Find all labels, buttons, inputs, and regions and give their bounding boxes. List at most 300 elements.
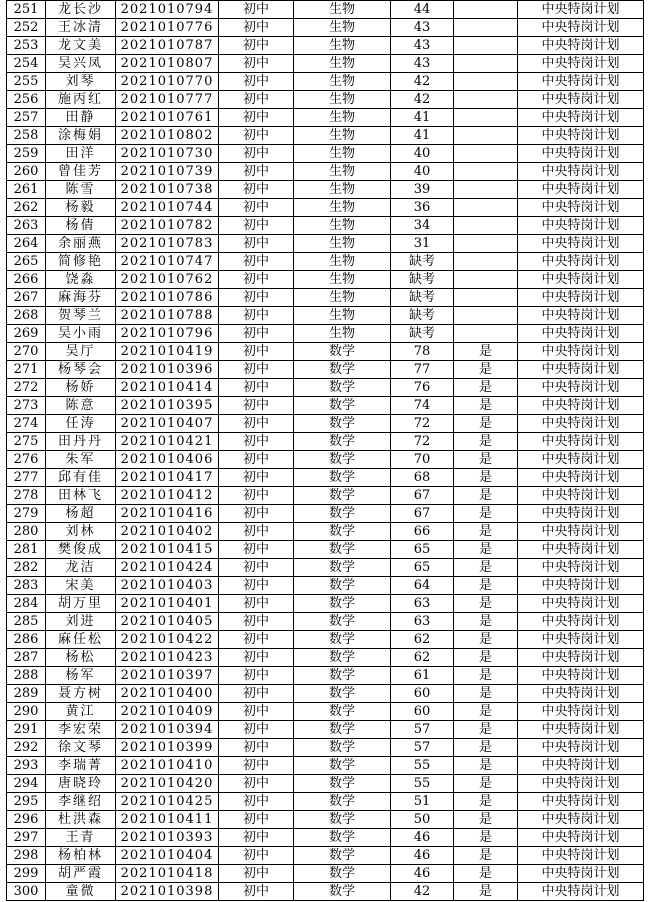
table-row — [7, 487, 644, 505]
exam-number-cell: 2021010782 — [116, 217, 219, 235]
subject-cell: 生物 — [294, 217, 391, 235]
score-cell: 76 — [391, 379, 454, 397]
candidate-name-cell: 龙文美 — [46, 37, 116, 55]
row-number-cell: 260 — [7, 163, 46, 181]
exam-number-cell: 2021010421 — [116, 433, 219, 451]
interview-flag-cell — [454, 91, 518, 109]
row-number-cell: 254 — [7, 55, 46, 73]
interview-flag-cell: 是 — [454, 865, 518, 883]
school-level-cell: 初中 — [219, 523, 294, 541]
subject-cell: 数学 — [294, 757, 391, 775]
row-number-cell: 290 — [7, 703, 46, 721]
program-cell: 中央特岗计划 — [518, 289, 644, 307]
score-cell: 缺考 — [391, 253, 454, 271]
row-number-cell: 262 — [7, 199, 46, 217]
row-number-cell: 252 — [7, 19, 46, 37]
exam-number-cell: 2021010788 — [116, 307, 219, 325]
exam-number-cell: 2021010794 — [116, 1, 219, 19]
interview-flag-cell — [454, 73, 518, 91]
interview-flag-cell — [454, 37, 518, 55]
school-level-cell: 初中 — [219, 829, 294, 847]
program-cell: 中央特岗计划 — [518, 865, 644, 883]
candidate-name-cell: 田静 — [46, 109, 116, 127]
table-row — [7, 55, 644, 73]
candidate-name-cell: 曾佳芳 — [46, 163, 116, 181]
exam-number-cell: 2021010420 — [116, 775, 219, 793]
interview-flag-cell — [454, 145, 518, 163]
row-number-cell: 286 — [7, 631, 46, 649]
score-cell: 46 — [391, 865, 454, 883]
subject-cell: 数学 — [294, 811, 391, 829]
score-cell: 60 — [391, 703, 454, 721]
score-cell: 70 — [391, 451, 454, 469]
candidate-name-cell: 杨倩 — [46, 217, 116, 235]
table-row — [7, 451, 644, 469]
candidate-name-cell: 田林飞 — [46, 487, 116, 505]
school-level-cell: 初中 — [219, 469, 294, 487]
candidate-name-cell: 麻海芬 — [46, 289, 116, 307]
score-cell: 61 — [391, 667, 454, 685]
school-level-cell: 初中 — [219, 289, 294, 307]
interview-flag-cell: 是 — [454, 631, 518, 649]
score-cell: 缺考 — [391, 289, 454, 307]
row-number-cell: 295 — [7, 793, 46, 811]
school-level-cell: 初中 — [219, 595, 294, 613]
score-cell: 62 — [391, 631, 454, 649]
school-level-cell: 初中 — [219, 541, 294, 559]
interview-flag-cell — [454, 307, 518, 325]
school-level-cell: 初中 — [219, 379, 294, 397]
program-cell: 中央特岗计划 — [518, 253, 644, 271]
program-cell: 中央特岗计划 — [518, 739, 644, 757]
results-table-container — [6, 0, 644, 901]
row-number-cell: 293 — [7, 757, 46, 775]
exam-number-cell: 2021010401 — [116, 595, 219, 613]
school-level-cell: 初中 — [219, 775, 294, 793]
program-cell: 中央特岗计划 — [518, 469, 644, 487]
row-number-cell: 256 — [7, 91, 46, 109]
row-number-cell: 277 — [7, 469, 46, 487]
exam-number-cell: 2021010762 — [116, 271, 219, 289]
candidate-name-cell: 王青 — [46, 829, 116, 847]
exam-number-cell: 2021010411 — [116, 811, 219, 829]
row-number-cell: 261 — [7, 181, 46, 199]
score-cell: 36 — [391, 199, 454, 217]
score-cell: 57 — [391, 721, 454, 739]
exam-number-cell: 2021010406 — [116, 451, 219, 469]
interview-flag-cell — [454, 289, 518, 307]
program-cell: 中央特岗计划 — [518, 829, 644, 847]
school-level-cell: 初中 — [219, 793, 294, 811]
program-cell: 中央特岗计划 — [518, 181, 644, 199]
subject-cell: 数学 — [294, 505, 391, 523]
table-row — [7, 559, 644, 577]
score-cell: 55 — [391, 775, 454, 793]
table-row — [7, 469, 644, 487]
table-row — [7, 703, 644, 721]
exam-number-cell: 2021010409 — [116, 703, 219, 721]
interview-flag-cell: 是 — [454, 343, 518, 361]
candidate-name-cell: 李瑞菁 — [46, 757, 116, 775]
exam-number-cell: 2021010418 — [116, 865, 219, 883]
school-level-cell: 初中 — [219, 307, 294, 325]
candidate-name-cell: 麻任松 — [46, 631, 116, 649]
interview-flag-cell: 是 — [454, 739, 518, 757]
table-row — [7, 109, 644, 127]
interview-flag-cell — [454, 181, 518, 199]
candidate-name-cell: 刘琴 — [46, 73, 116, 91]
exam-number-cell: 2021010398 — [116, 883, 219, 901]
candidate-name-cell: 李宏荣 — [46, 721, 116, 739]
table-row — [7, 73, 644, 91]
candidate-name-cell: 任涛 — [46, 415, 116, 433]
program-cell: 中央特岗计划 — [518, 19, 644, 37]
subject-cell: 生物 — [294, 289, 391, 307]
interview-flag-cell: 是 — [454, 685, 518, 703]
exam-number-cell: 2021010395 — [116, 397, 219, 415]
candidate-name-cell: 陈意 — [46, 397, 116, 415]
row-number-cell: 298 — [7, 847, 46, 865]
exam-number-cell: 2021010796 — [116, 325, 219, 343]
row-number-cell: 275 — [7, 433, 46, 451]
score-cell: 39 — [391, 181, 454, 199]
program-cell: 中央特岗计划 — [518, 307, 644, 325]
row-number-cell: 283 — [7, 577, 46, 595]
exam-number-cell: 2021010417 — [116, 469, 219, 487]
interview-flag-cell — [454, 109, 518, 127]
table-row — [7, 379, 644, 397]
school-level-cell: 初中 — [219, 1, 294, 19]
exam-number-cell: 2021010739 — [116, 163, 219, 181]
row-number-cell: 257 — [7, 109, 46, 127]
table-row — [7, 595, 644, 613]
subject-cell: 数学 — [294, 739, 391, 757]
subject-cell: 生物 — [294, 145, 391, 163]
program-cell: 中央特岗计划 — [518, 145, 644, 163]
candidate-name-cell: 杜洪森 — [46, 811, 116, 829]
subject-cell: 数学 — [294, 685, 391, 703]
program-cell: 中央特岗计划 — [518, 1, 644, 19]
candidate-name-cell: 胡严霞 — [46, 865, 116, 883]
table-row — [7, 793, 644, 811]
subject-cell: 生物 — [294, 55, 391, 73]
program-cell: 中央特岗计划 — [518, 37, 644, 55]
row-number-cell: 288 — [7, 667, 46, 685]
interview-flag-cell: 是 — [454, 703, 518, 721]
table-row — [7, 397, 644, 415]
school-level-cell: 初中 — [219, 865, 294, 883]
exam-number-cell: 2021010747 — [116, 253, 219, 271]
score-cell: 42 — [391, 73, 454, 91]
exam-number-cell: 2021010416 — [116, 505, 219, 523]
school-level-cell: 初中 — [219, 631, 294, 649]
program-cell: 中央特岗计划 — [518, 127, 644, 145]
subject-cell: 数学 — [294, 523, 391, 541]
candidate-name-cell: 胡万里 — [46, 595, 116, 613]
table-row — [7, 757, 644, 775]
school-level-cell: 初中 — [219, 433, 294, 451]
exam-number-cell: 2021010404 — [116, 847, 219, 865]
subject-cell: 数学 — [294, 469, 391, 487]
score-cell: 缺考 — [391, 307, 454, 325]
table-row — [7, 505, 644, 523]
exam-number-cell: 2021010422 — [116, 631, 219, 649]
school-level-cell: 初中 — [219, 415, 294, 433]
exam-number-cell: 2021010807 — [116, 55, 219, 73]
row-number-cell: 289 — [7, 685, 46, 703]
subject-cell: 数学 — [294, 847, 391, 865]
score-cell: 72 — [391, 415, 454, 433]
exam-number-cell: 2021010425 — [116, 793, 219, 811]
table-row — [7, 271, 644, 289]
program-cell: 中央特岗计划 — [518, 649, 644, 667]
table-row — [7, 307, 644, 325]
score-cell: 43 — [391, 19, 454, 37]
score-cell: 缺考 — [391, 271, 454, 289]
candidate-name-cell: 朱军 — [46, 451, 116, 469]
school-level-cell: 初中 — [219, 739, 294, 757]
table-row — [7, 433, 644, 451]
table-row — [7, 541, 644, 559]
program-cell: 中央特岗计划 — [518, 613, 644, 631]
candidate-name-cell: 童微 — [46, 883, 116, 901]
program-cell: 中央特岗计划 — [518, 703, 644, 721]
row-number-cell: 297 — [7, 829, 46, 847]
table-row — [7, 649, 644, 667]
row-number-cell: 270 — [7, 343, 46, 361]
exam-number-cell: 2021010424 — [116, 559, 219, 577]
school-level-cell: 初中 — [219, 91, 294, 109]
score-cell: 40 — [391, 163, 454, 181]
subject-cell: 数学 — [294, 883, 391, 901]
row-number-cell: 291 — [7, 721, 46, 739]
candidate-name-cell: 刘林 — [46, 523, 116, 541]
program-cell: 中央特岗计划 — [518, 379, 644, 397]
subject-cell: 数学 — [294, 361, 391, 379]
subject-cell: 数学 — [294, 343, 391, 361]
table-row — [7, 523, 644, 541]
subject-cell: 数学 — [294, 865, 391, 883]
score-cell: 74 — [391, 397, 454, 415]
school-level-cell: 初中 — [219, 55, 294, 73]
row-number-cell: 255 — [7, 73, 46, 91]
school-level-cell: 初中 — [219, 559, 294, 577]
score-cell: 46 — [391, 829, 454, 847]
school-level-cell: 初中 — [219, 667, 294, 685]
interview-flag-cell: 是 — [454, 451, 518, 469]
table-row — [7, 37, 644, 55]
candidate-name-cell: 唐晓玲 — [46, 775, 116, 793]
score-cell: 60 — [391, 685, 454, 703]
subject-cell: 数学 — [294, 433, 391, 451]
row-number-cell: 287 — [7, 649, 46, 667]
interview-flag-cell: 是 — [454, 415, 518, 433]
subject-cell: 数学 — [294, 451, 391, 469]
candidate-name-cell: 吴厅 — [46, 343, 116, 361]
exam-number-cell: 2021010407 — [116, 415, 219, 433]
exam-number-cell: 2021010761 — [116, 109, 219, 127]
interview-flag-cell: 是 — [454, 559, 518, 577]
table-row — [7, 19, 644, 37]
subject-cell: 生物 — [294, 1, 391, 19]
interview-flag-cell — [454, 271, 518, 289]
interview-flag-cell: 是 — [454, 649, 518, 667]
score-cell: 42 — [391, 883, 454, 901]
subject-cell: 数学 — [294, 415, 391, 433]
candidate-name-cell: 李继绍 — [46, 793, 116, 811]
interview-flag-cell: 是 — [454, 667, 518, 685]
table-row — [7, 613, 644, 631]
score-cell: 64 — [391, 577, 454, 595]
candidate-name-cell: 龙洁 — [46, 559, 116, 577]
subject-cell: 数学 — [294, 703, 391, 721]
subject-cell: 生物 — [294, 19, 391, 37]
score-cell: 65 — [391, 559, 454, 577]
exam-number-cell: 2021010403 — [116, 577, 219, 595]
row-number-cell: 268 — [7, 307, 46, 325]
exam-number-cell: 2021010786 — [116, 289, 219, 307]
row-number-cell: 273 — [7, 397, 46, 415]
row-number-cell: 279 — [7, 505, 46, 523]
subject-cell: 生物 — [294, 109, 391, 127]
candidate-name-cell: 吴小雨 — [46, 325, 116, 343]
table-row — [7, 145, 644, 163]
exam-number-cell: 2021010423 — [116, 649, 219, 667]
row-number-cell: 264 — [7, 235, 46, 253]
score-cell: 51 — [391, 793, 454, 811]
program-cell: 中央特岗计划 — [518, 757, 644, 775]
table-row — [7, 361, 644, 379]
school-level-cell: 初中 — [219, 199, 294, 217]
score-cell: 43 — [391, 37, 454, 55]
score-cell: 42 — [391, 91, 454, 109]
school-level-cell: 初中 — [219, 73, 294, 91]
interview-flag-cell: 是 — [454, 505, 518, 523]
interview-flag-cell: 是 — [454, 721, 518, 739]
program-cell: 中央特岗计划 — [518, 775, 644, 793]
score-cell: 72 — [391, 433, 454, 451]
interview-flag-cell: 是 — [454, 397, 518, 415]
school-level-cell: 初中 — [219, 127, 294, 145]
subject-cell: 生物 — [294, 199, 391, 217]
score-cell: 67 — [391, 505, 454, 523]
interview-flag-cell: 是 — [454, 847, 518, 865]
row-number-cell: 282 — [7, 559, 46, 577]
school-level-cell: 初中 — [219, 649, 294, 667]
school-level-cell: 初中 — [219, 721, 294, 739]
row-number-cell: 276 — [7, 451, 46, 469]
program-cell: 中央特岗计划 — [518, 397, 644, 415]
interview-flag-cell — [454, 19, 518, 37]
subject-cell: 数学 — [294, 667, 391, 685]
row-number-cell: 285 — [7, 613, 46, 631]
interview-flag-cell — [454, 235, 518, 253]
subject-cell: 生物 — [294, 271, 391, 289]
candidate-name-cell: 吴兴凤 — [46, 55, 116, 73]
score-cell: 77 — [391, 361, 454, 379]
table-row — [7, 865, 644, 883]
exam-number-cell: 2021010414 — [116, 379, 219, 397]
row-number-cell: 258 — [7, 127, 46, 145]
program-cell: 中央特岗计划 — [518, 559, 644, 577]
program-cell: 中央特岗计划 — [518, 847, 644, 865]
interview-flag-cell: 是 — [454, 433, 518, 451]
candidate-name-cell: 龙长沙 — [46, 1, 116, 19]
table-row — [7, 163, 644, 181]
row-number-cell: 300 — [7, 883, 46, 901]
program-cell: 中央特岗计划 — [518, 109, 644, 127]
interview-flag-cell: 是 — [454, 883, 518, 901]
candidate-name-cell: 黄江 — [46, 703, 116, 721]
candidate-name-cell: 杨娇 — [46, 379, 116, 397]
candidate-name-cell: 樊俊成 — [46, 541, 116, 559]
row-number-cell: 284 — [7, 595, 46, 613]
exam-number-cell: 2021010783 — [116, 235, 219, 253]
program-cell: 中央特岗计划 — [518, 343, 644, 361]
table-row — [7, 739, 644, 757]
subject-cell: 生物 — [294, 181, 391, 199]
score-cell: 50 — [391, 811, 454, 829]
score-cell: 43 — [391, 55, 454, 73]
subject-cell: 数学 — [294, 595, 391, 613]
exam-number-cell: 2021010419 — [116, 343, 219, 361]
school-level-cell: 初中 — [219, 253, 294, 271]
table-row — [7, 289, 644, 307]
program-cell: 中央特岗计划 — [518, 541, 644, 559]
subject-cell: 数学 — [294, 397, 391, 415]
table-row — [7, 685, 644, 703]
candidate-name-cell: 贺琴兰 — [46, 307, 116, 325]
table-row — [7, 775, 644, 793]
interview-flag-cell: 是 — [454, 829, 518, 847]
subject-cell: 数学 — [294, 631, 391, 649]
score-cell: 67 — [391, 487, 454, 505]
program-cell: 中央特岗计划 — [518, 793, 644, 811]
program-cell: 中央特岗计划 — [518, 451, 644, 469]
school-level-cell: 初中 — [219, 361, 294, 379]
subject-cell: 生物 — [294, 91, 391, 109]
candidate-name-cell: 施丙红 — [46, 91, 116, 109]
subject-cell: 生物 — [294, 307, 391, 325]
school-level-cell: 初中 — [219, 505, 294, 523]
candidate-name-cell: 徐文琴 — [46, 739, 116, 757]
score-cell: 41 — [391, 127, 454, 145]
school-level-cell: 初中 — [219, 847, 294, 865]
interview-flag-cell — [454, 325, 518, 343]
table-row — [7, 883, 644, 901]
score-cell: 63 — [391, 613, 454, 631]
table-row — [7, 199, 644, 217]
score-cell: 缺考 — [391, 325, 454, 343]
exam-number-cell: 2021010730 — [116, 145, 219, 163]
candidate-name-cell: 杨柏林 — [46, 847, 116, 865]
exam-number-cell: 2021010399 — [116, 739, 219, 757]
school-level-cell: 初中 — [219, 271, 294, 289]
table-row — [7, 721, 644, 739]
interview-flag-cell — [454, 163, 518, 181]
interview-flag-cell: 是 — [454, 469, 518, 487]
row-number-cell: 278 — [7, 487, 46, 505]
program-cell: 中央特岗计划 — [518, 487, 644, 505]
subject-cell: 数学 — [294, 613, 391, 631]
program-cell: 中央特岗计划 — [518, 667, 644, 685]
exam-number-cell: 2021010787 — [116, 37, 219, 55]
results-table-body — [7, 1, 644, 901]
candidate-name-cell: 杨军 — [46, 667, 116, 685]
subject-cell: 数学 — [294, 577, 391, 595]
table-row — [7, 343, 644, 361]
exam-number-cell: 2021010415 — [116, 541, 219, 559]
